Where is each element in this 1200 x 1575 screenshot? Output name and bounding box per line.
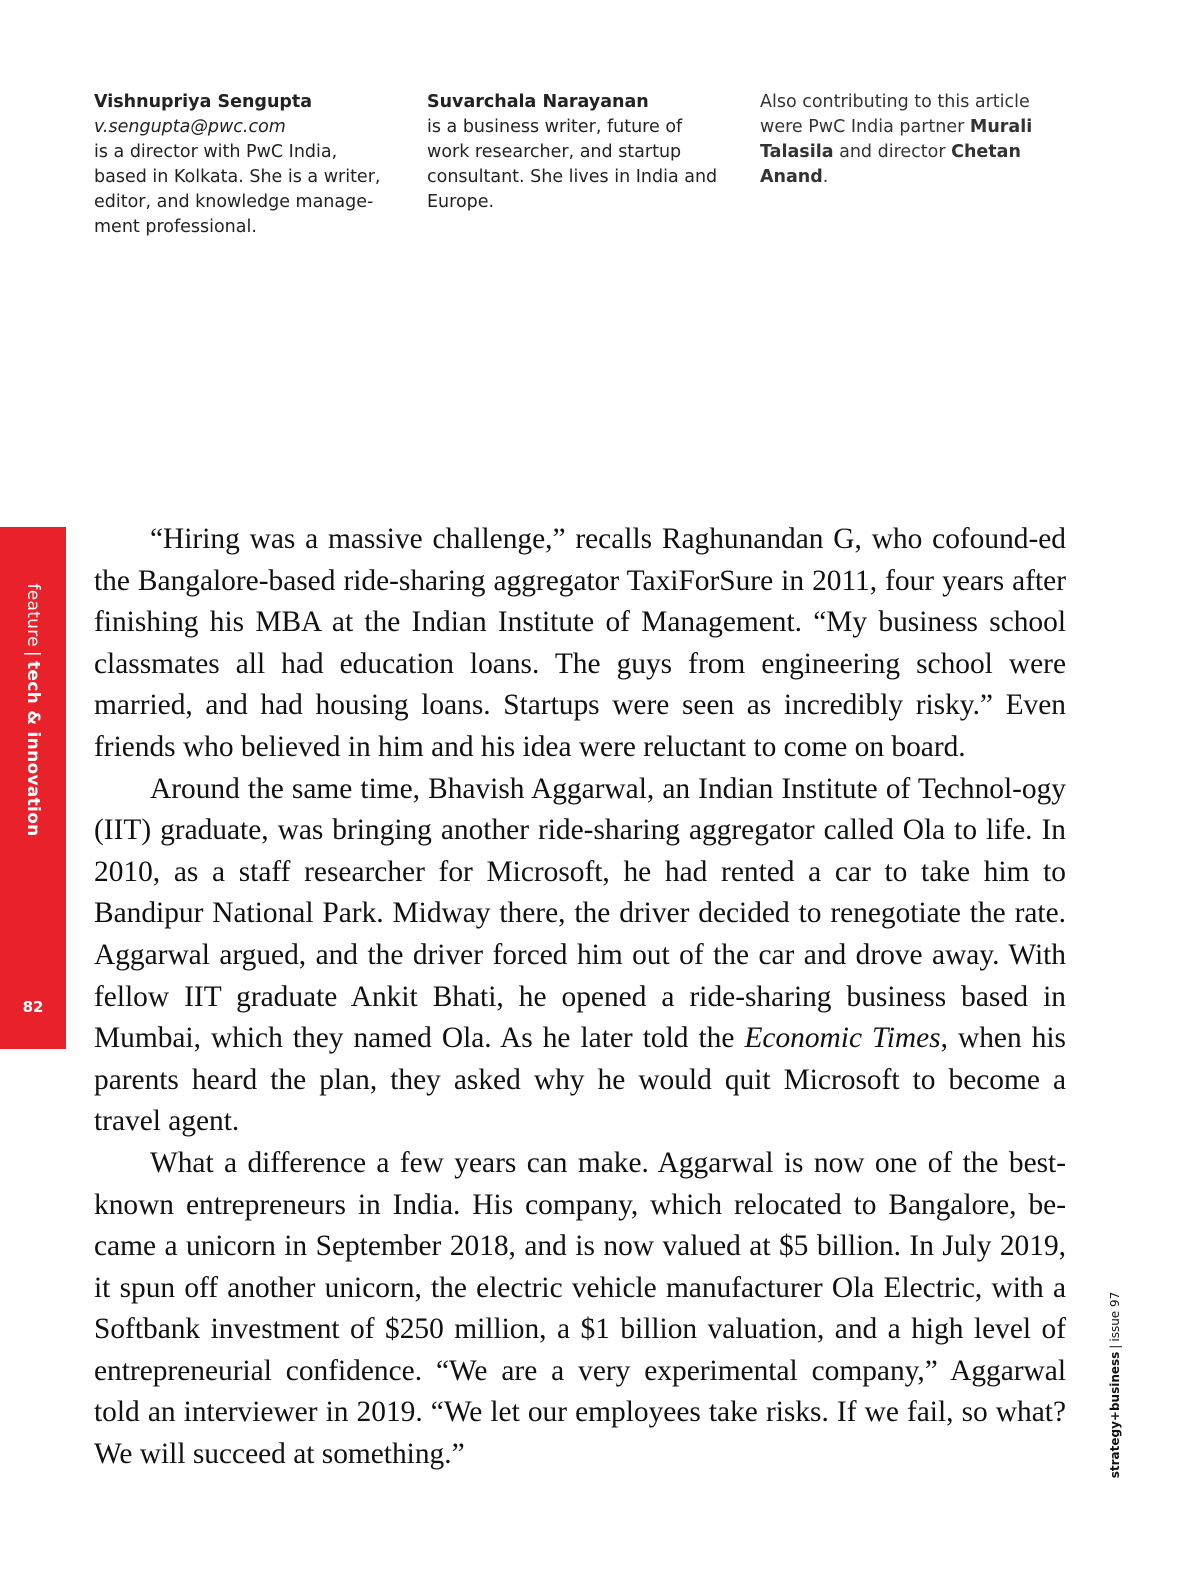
publication-footer xyxy=(1108,1292,1122,1479)
also-contributing-note xyxy=(760,90,1060,190)
contributor-bio-sengupta xyxy=(94,90,394,240)
director-name: Chetan Anand xyxy=(760,142,1021,187)
section-label xyxy=(23,583,43,836)
article-body xyxy=(94,519,1066,1476)
article-paragraph xyxy=(94,769,1066,1143)
also-contributing-connector: and director xyxy=(839,142,946,162)
contributor-name: Suvarchala Narayanan xyxy=(427,92,649,112)
page-number: 82 xyxy=(22,998,44,1016)
footer-separator: | xyxy=(1108,1344,1122,1349)
article-paragraph: “Hiring was a massive challenge,” recalls Raghunandan G, who cofound-ed the Bangalore-based ride-sharing aggregator TaxiForSure in 2011, four years after finishing his MBA at the Indian Institute of Management. “My business school classmates all had education loans. The guys from engineering school were married, and had housing loans. Startups were seen as incredibly risky.” Even friends who believed in him and his idea were reluctant to come on board. xyxy=(94,523,1066,763)
paragraph-text: Around the same time, Bhavish Aggarwal, an Indian Institute of Technol-ogy (IIT) graduate, was bringing another ride-sharing aggregator called Ola to life. In 2010, as a staff researcher for Microsoft, he had rented a car to take him to Bandipur National Park. Midway there, the driver decided to renegotiate the rate. Aggarwal argued, and the driver forced him out of the car and drove away. With fellow IIT graduate Ankit Bhati, he opened a ride-sharing business based in Mumbai, which they named Ola. As he later told the xyxy=(94,772,1066,1055)
paragraph-text: , when his parents heard the plan, they asked why he would quit Microsoft to become a travel agent. xyxy=(94,1022,1066,1138)
contributor-bio-text: is a business writer, future of work researcher, and startup consultant. She lives in India and Europe. xyxy=(427,117,718,212)
publication-name: strategy+business xyxy=(1108,1351,1122,1479)
also-contributing-end: . xyxy=(822,167,829,187)
contributor-bio-text: is a director with PwC India, based in Kolkata. She is a writer, editor, and knowledge manage-ment professional. xyxy=(94,142,381,237)
contributor-name: Vishnupriya Sengupta xyxy=(94,92,313,112)
issue-number: issue 97 xyxy=(1108,1291,1122,1342)
contributor-bio-narayanan xyxy=(427,90,727,215)
also-contributing-intro: Also contributing to this article were PwC India partner xyxy=(760,92,1030,137)
partner-name: Murali Talasila xyxy=(760,117,1033,162)
contributor-email-link[interactable]: v.sengupta@pwc.com xyxy=(94,117,286,137)
section-name: feature xyxy=(23,583,43,647)
section-separator: | xyxy=(23,650,43,657)
publication-title: Economic Times xyxy=(744,1022,941,1055)
section-topic: tech & innovation xyxy=(23,660,43,837)
article-paragraph: What a difference a few years can make. Aggarwal is now one of the best-known entrepreneurs in India. His company, which relocated to Bangalore, be-came a unicorn in September 2018, and is now valued at $5 billion. In July 2019, it spun off another unicorn, the electric vehicle manufacturer Ola Electric, with a Softbank investment of $250 million, a $1 billion valuation, and a high level of entrepreneurial confidence. “We are a very experimental company,” Aggarwal told an interviewer in 2019. “We let our employees take risks. If we fail, so what? We will succeed at something.” xyxy=(94,1146,1066,1471)
